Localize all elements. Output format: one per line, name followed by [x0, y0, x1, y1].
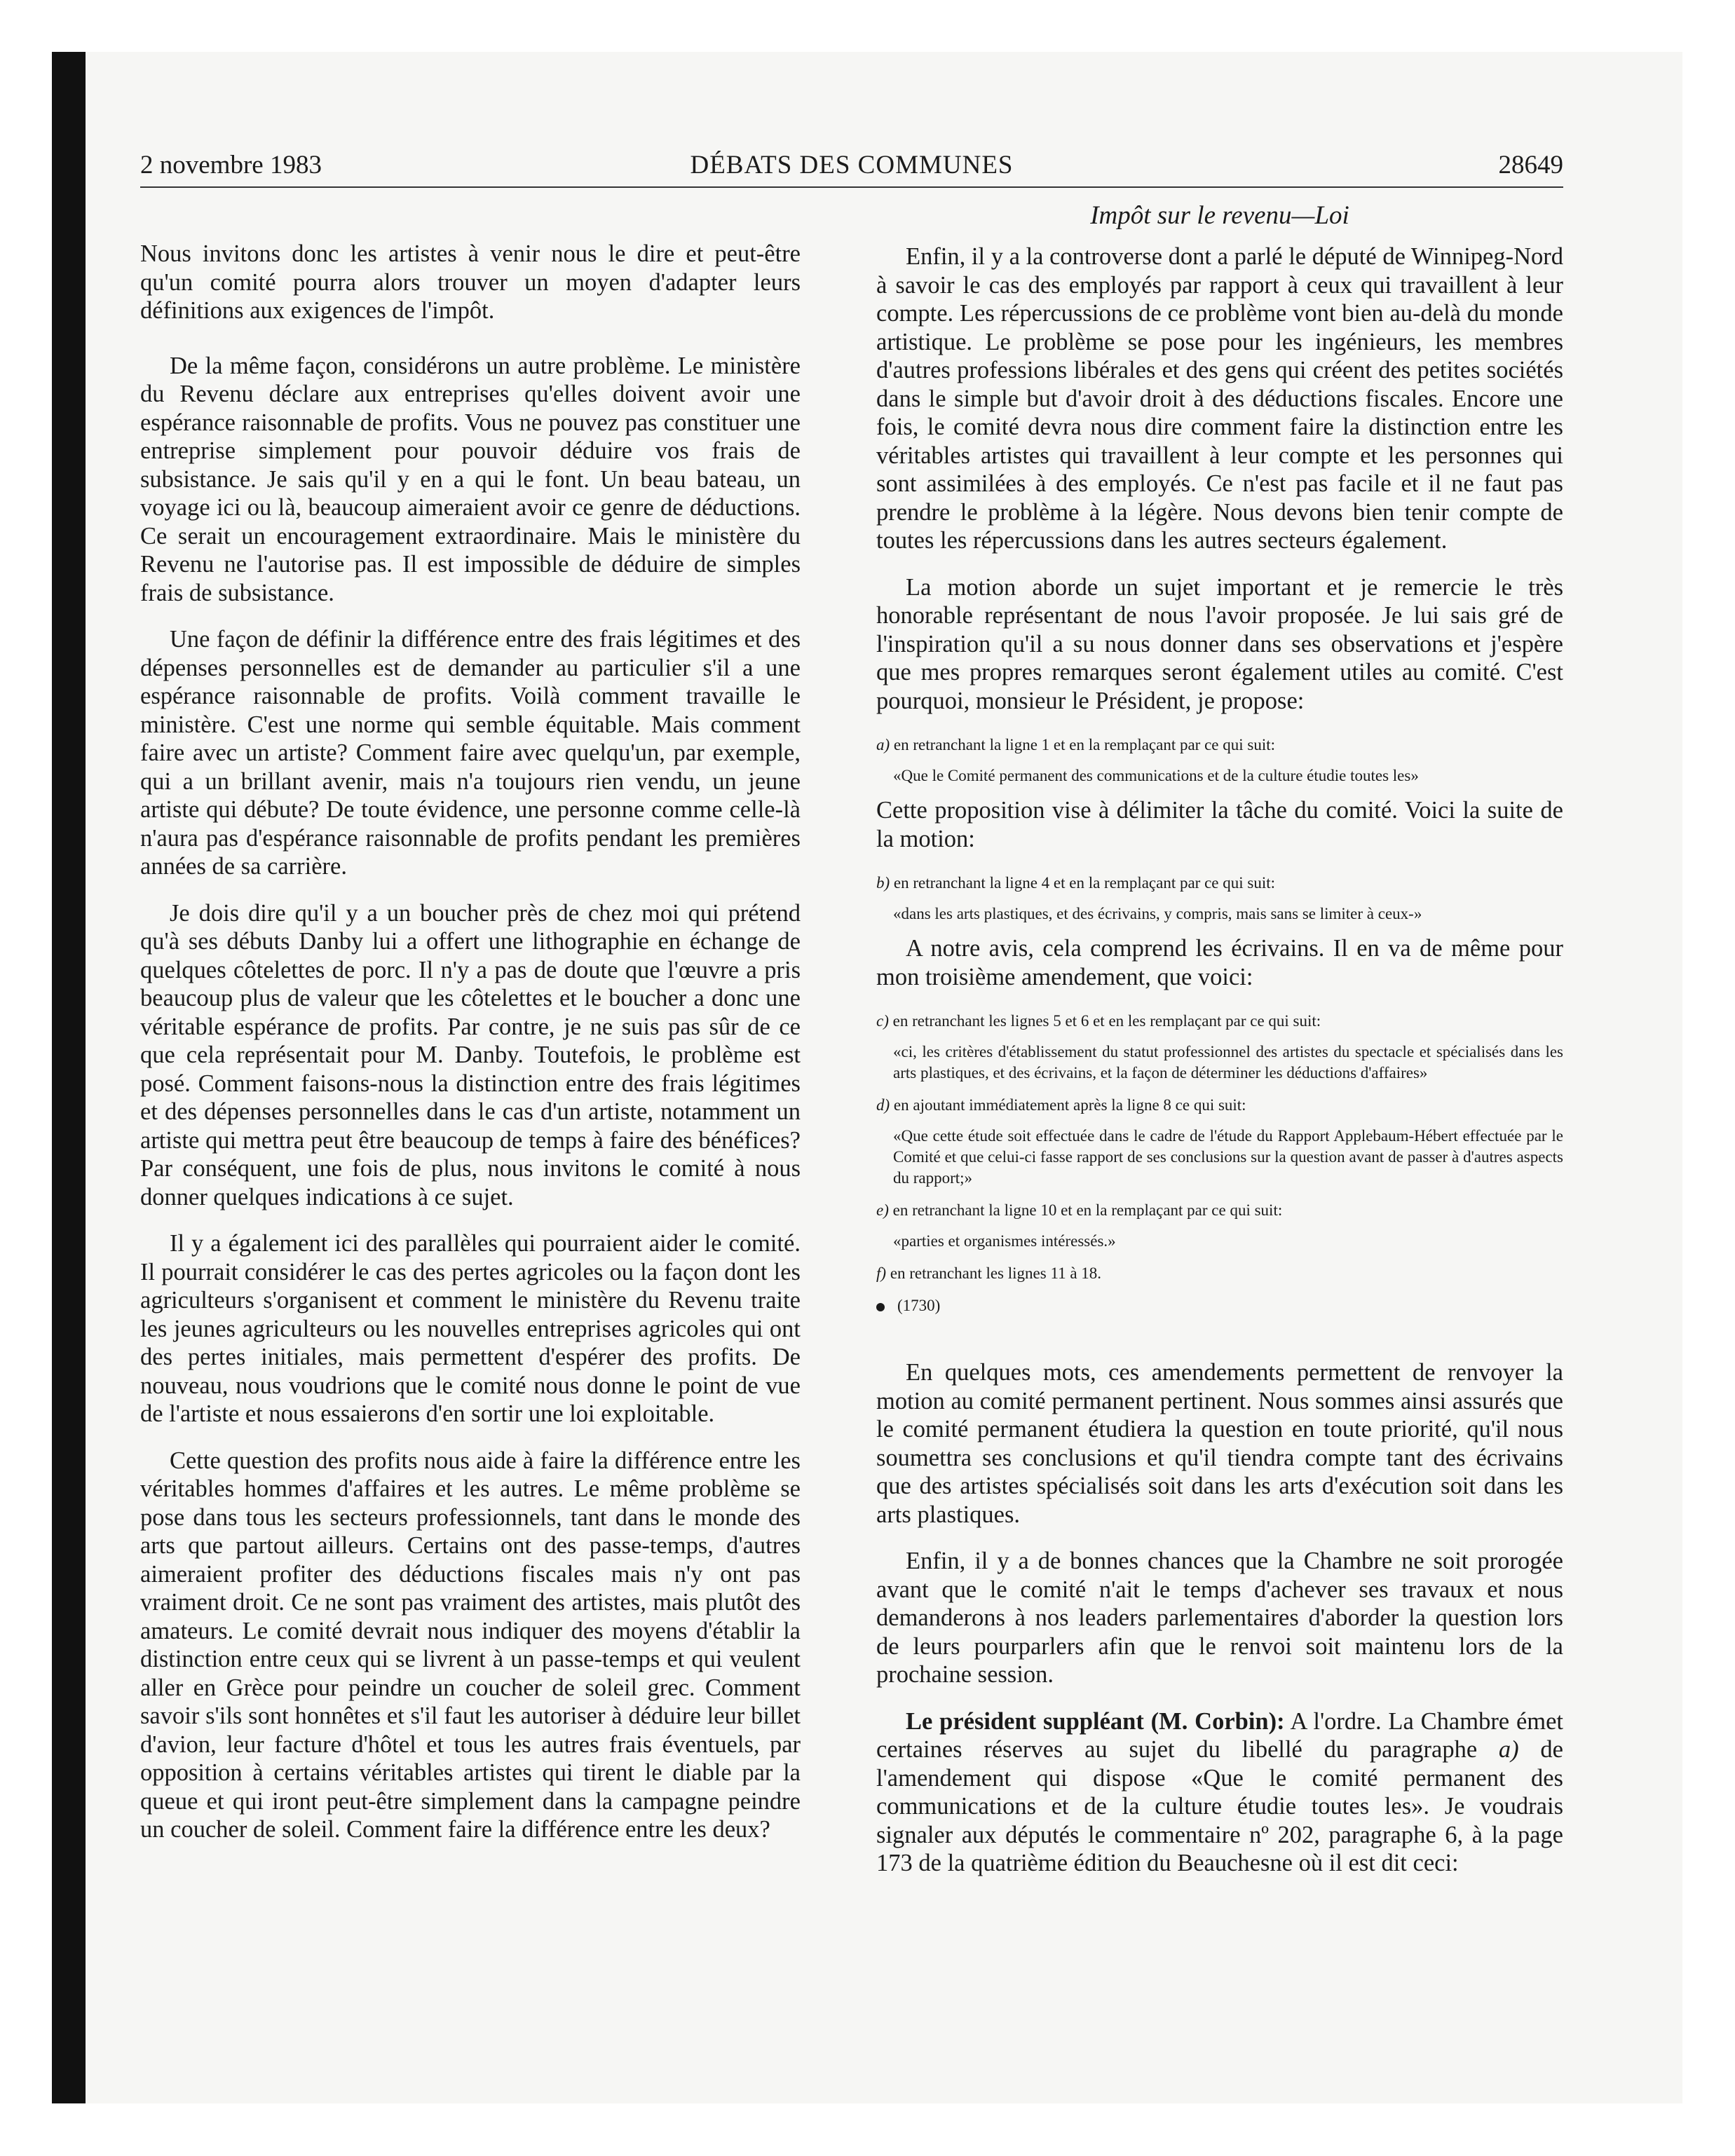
amendment-text: en retranchant les lignes 11 à 18.	[886, 1264, 1102, 1282]
amendment-text: en retranchant la ligne 4 et en la remplaçant par ce qui suit:	[890, 874, 1276, 892]
paragraph: En quelques mots, ces amendements permettent de renvoyer la motion au comité permanent pertinent. Nous sommes ainsi assurés que le comité permanent étudiera la question en toute priorité, qu'il nous soumettra ses conclusions et qu'il tiendra compte tant des écrivains que des artistes spécialisés soit dans les arts d'exécution soit dans les arts plastiques.	[876, 1359, 1563, 1528]
header-publication-title: DÉBATS DES COMMUNES	[690, 151, 1014, 179]
bullet-icon	[876, 1303, 885, 1311]
header-page-number: 28649	[1498, 151, 1563, 179]
time-marker	[876, 1294, 1563, 1318]
amendment-quote-a: «Que le Comité permanent des communications et de la culture étudie toutes les»	[893, 767, 1419, 784]
document-page	[86, 52, 1682, 2103]
paragraph-text: A l'ordre. La Chambre émet certaines réserves au sujet du libellé du paragraphe	[876, 1707, 1564, 1763]
paragraph: A notre avis, cela comprend les écrivains. Il en va de même pour mon troisième amendement, que voici:	[876, 935, 1563, 990]
paragraph: Cette proposition vise à délimiter la tâche du comité. Voici la suite de la motion:	[876, 797, 1563, 852]
amendment-f	[876, 1262, 1563, 1285]
paragraph: Il y a également ici des parallèles qui pourraient aider le comité. Il pourrait considérer le cas des pertes agricoles ou la façon dont les agriculteurs s'organisent et comment le ministère du Revenu traite les jeunes agriculteurs ou les nouvelles entreprises agricoles qui ont des pertes initiales, mais permettent d'espérer des profits. De nouveau, nous voudrions que le comité nous donne le point de vue de l'artiste et nous essaierons d'en sortir une loi exploitable.	[140, 1230, 801, 1427]
paragraph-reference: a)	[1498, 1736, 1519, 1763]
paragraph: La motion aborde un sujet important et je remercie le très honorable représentant de nous l'avoir proposée. Je lui sais gré de l'inspiration qu'il a su nous donner dans ses observations et j'espère que mes propres remarques seront également utiles au comité. C'est pourquoi, monsieur le Président, je propose:	[876, 573, 1563, 714]
page-header	[140, 150, 1563, 188]
amendment-quote-e: «parties et organismes intéressés.»	[893, 1232, 1116, 1250]
amendment-letter: b)	[876, 874, 890, 892]
scan-binding-edge	[52, 52, 86, 2103]
paragraph: Cette question des profits nous aide à faire la différence entre les véritables hommes d'affaires et les autres. Le même problème se pose dans tous les secteurs professionnels, tant dans le monde des arts que partout ailleurs. Certains ont des passe-temps, d'autres aimeraient profiter des déductions fiscales mais n'y ont pas vraiment droit. Ce ne sont pas vraiment des artistes, mais plutôt des amateurs. Le comité devrait nous indiquer des moyens d'établir la distinction entre ceux qui se livrent à un passe-temps et qui veulent aller en Grèce pour peindre un coucher de soleil grec. Comment savoir s'ils sont honnêtes et s'il faut les autoriser à déduire leur billet d'avion, leur facture d'hôtel et tous les autres frais éventuels, par opposition à certains véritables artistes qui tirent le diable par la queue et qui iront peut-être simplement dans la campagne peindre un coucher de soleil. Comment faire la différence entre les deux?	[140, 1447, 801, 1843]
amendment-letter: d)	[876, 1096, 890, 1114]
left-column	[140, 240, 801, 1862]
amendment-text: en retranchant la ligne 10 et en la remplaçant par ce qui suit:	[888, 1201, 1283, 1219]
amendment-c	[876, 1009, 1563, 1033]
section-topic: Impôt sur le revenu—Loi	[1090, 201, 1349, 230]
speaker-name: Le président suppléant (M. Corbin):	[906, 1707, 1285, 1735]
paragraph: Je dois dire qu'il y a un boucher près de chez moi qui prétend qu'à ses débuts Danby lui a offert une lithographie en échange de quelques côtelettes de porc. Il n'y a pas de doute que l'œuvre a pris beaucoup plus de valeur que les côtelettes et le boucher a donc une véritable espérance de profits. Par contre, je ne suis pas sûr de ce que cela représentait pour M. Danby. Toutefois, le problème est posé. Comment faisons-nous la distinction entre des frais légitimes et des dépenses personnelles dans le cas d'un artiste, notamment un artiste qui mettra peut être beaucoup de temps à faire des bénéfices? Par conséquent, une fois de plus, nous invitons le comité à nous donner quelques indications à ce sujet.	[140, 899, 801, 1210]
amendment-letter: e)	[876, 1201, 889, 1219]
amendment-letter: c)	[876, 1012, 889, 1030]
paragraph: Enfin, il y a la controverse dont a parlé le député de Winnipeg-Nord à savoir le cas des employés par rapport à ceux qui travaillent à leur compte. Les répercussions de ce problème vont bien au-delà du monde artistique. Le problème se pose pour les ingénieurs, les membres d'autres professions libérales et des gens qui créent des petites sociétés dans le simple but d'avoir droit à des déductions fiscales. Encore une fois, le comité devra nous dire comment faire la distinction entre les véritables artistes qui travaillent à leur compte et les personnes qui sont assimilées à des employés. Ce n'est pas facile et il ne faut pas prendre le problème à la légère. Nous devons bien tenir compte de toutes les répercussions dans les autres secteurs également.	[876, 243, 1563, 554]
speaker-paragraph	[876, 1707, 1563, 1878]
paragraph: Nous invitons donc les artistes à venir nous le dire et peut-être qu'un comité pourra alors trouver un moyen d'adapter leurs définitions aux exigences de l'impôt.	[140, 240, 801, 324]
paragraph: Une façon de définir la différence entre des frais légitimes et des dépenses personnelles est de demander au particulier s'il a une espérance raisonnable de profits. Voilà comment travaille le ministère. C'est une norme qui semble équitable. Mais comment faire avec un artiste? Comment faire avec quelqu'un, par exemple, qui a un brillant avenir, mais n'a toujours rien vendu, un jeune artiste qui débute? De toute évidence, une personne comme celle-là n'aura pas d'espérance raisonnable de profits pendant les premières années de sa carrière.	[140, 626, 801, 880]
amendment-d	[876, 1093, 1563, 1117]
amendment-quote-d: «Que cette étude soit effectuée dans le cadre de l'étude du Rapport Applebaum-Hébert effectuée par le Comité et que celui-ci fasse rapport de ses conclusions sur la question avant de passer à d'autres aspects du rapport;»	[893, 1127, 1563, 1187]
paragraph: De la même façon, considérons un autre problème. Le ministère du Revenu déclare aux entreprises qu'elles doivent avoir une espérance raisonnable de profits. Vous ne pouvez pas constituer une entreprise simplement pour pouvoir déduire vos frais de subsistance. Je sais qu'il y en a qui le font. Un beau bateau, un voyage ici ou là, beaucoup aimeraient avoir ce genre de déductions. Ce serait un encouragement extraordinaire. Mais le ministère du Revenu ne l'autorise pas. Il est impossible de déduire de simples frais de subsistance.	[140, 352, 801, 606]
amendment-letter: f)	[876, 1264, 887, 1282]
amendment-a	[876, 733, 1563, 757]
amendment-b	[876, 871, 1563, 895]
amendment-quote-b: «dans les arts plastiques, et des écrivains, y compris, mais sans se limiter à ceux-»	[893, 905, 1422, 922]
header-date: 2 novembre 1983	[140, 151, 322, 179]
amendment-letter: a)	[876, 736, 890, 753]
paragraph: Enfin, il y a de bonnes chances que la Chambre ne soit prorogée avant que le comité n'ait le temps d'achever ses travaux et nous demanderons à nos leaders parlementaires d'aborder la question lors de leurs pourparlers afin que le renvoi soit maintenu lors de la prochaine session.	[876, 1548, 1563, 1688]
time-marker-text: (1730)	[897, 1297, 941, 1314]
amendment-e	[876, 1199, 1563, 1222]
amendment-quote-c: «ci, les critères d'établissement du statut professionnel des artistes du spectacle et spécialisés dans les arts plastiques, et des écrivains, et la façon de déterminer les déductions d'affaires»	[893, 1043, 1563, 1082]
right-column	[876, 243, 1563, 1896]
amendment-text: en ajoutant immédiatement après la ligne 8 ce qui suit:	[890, 1096, 1246, 1114]
paragraph-text: de l'amendement qui dispose «Que le comité permanent des communications et de la culture étudie toutes les». Je voudrais signaler aux députés le commentaire nº 202, paragraphe 6, à la page 173 de la quatrième édition du Beauchesne où il est dit ceci:	[876, 1736, 1563, 1876]
amendment-text: en retranchant la ligne 1 et en la remplaçant par ce qui suit:	[890, 736, 1276, 753]
amendment-text: en retranchant les lignes 5 et 6 et en les remplaçant par ce qui suit:	[888, 1012, 1321, 1030]
